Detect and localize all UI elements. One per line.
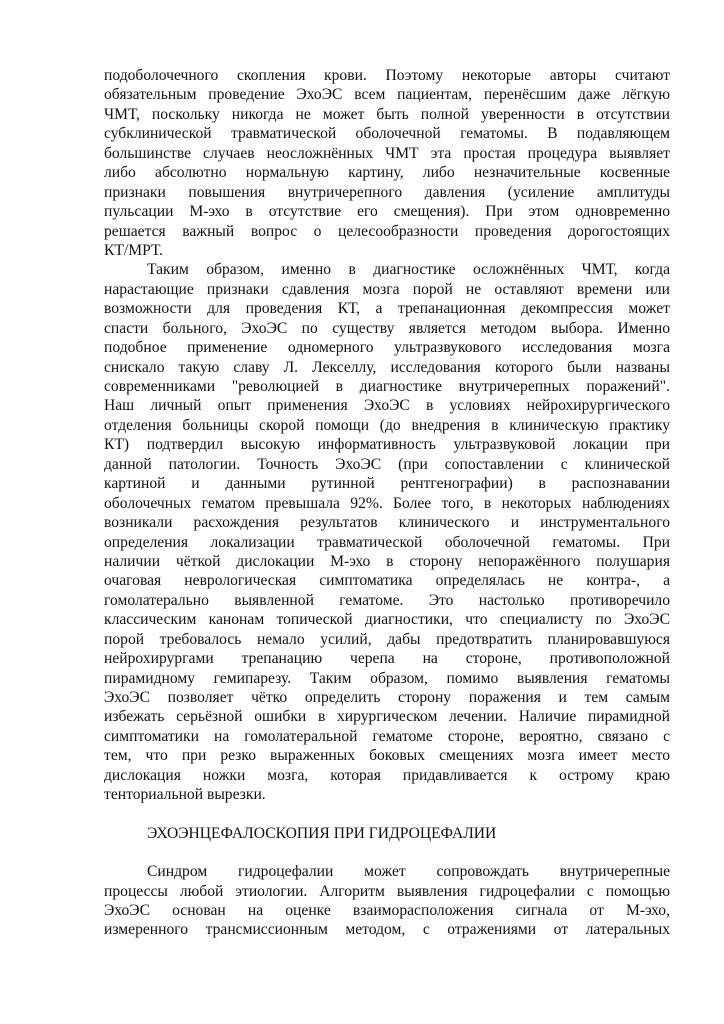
text-line: дислокация ножки мозга, которая придавливается к острому краю [104, 766, 670, 784]
text-line: Таким образом, именно в диагностике осложнённых ЧМТ, когда [147, 261, 670, 279]
text-line: возникали расхождения результатов клинического и инструментального [104, 514, 670, 532]
paragraph-2 [104, 260, 670, 804]
text-line: пульсации М-эхо в отсутствие его смещения). При этом одновременно [104, 203, 670, 221]
text-line: симптоматики на гомолатеральной гематоме стороне, вероятно, связано с [104, 727, 670, 745]
paragraph-3 [104, 862, 670, 940]
text-line: процессы любой этиологии. Алгоритм выявления гидроцефалии с помощью [104, 882, 670, 900]
document-page [104, 66, 670, 940]
text-line: большинстве случаев неосложнённых ЧМТ эта простая процедура выявляет [104, 144, 670, 162]
text-line: избежать серьёзной ошибки в хирургическом лечении. Наличие пирамидной [104, 708, 670, 726]
text-line: нейрохирургами трепанацию черепа на стороне, противоположной [104, 650, 670, 668]
text-line: классическим канонам топической диагностики, что специалисту по ЭхоЭС [104, 611, 670, 629]
text-line: решается важный вопрос о целесообразности проведения дорогостоящих [104, 222, 670, 240]
text-line: спасти больного, ЭхоЭС по существу является методом выбора. Именно [104, 319, 670, 337]
text-line: тем, что при резко выраженных боковых смещениях мозга имеет место [104, 747, 670, 765]
text-line: ЧМТ, поскольку никогда не может быть полной уверенности в отсутствии [104, 105, 670, 123]
text-line: порой требовалось немало усилий, дабы предотвратить планировавшуюся [104, 630, 670, 648]
text-line: очаговая неврологическая симптоматика определялась не контра-, а [104, 572, 670, 590]
text-line: подоболочечного скопления крови. Поэтому некоторые авторы считают [104, 67, 670, 84]
text-line: субклинической травматической оболочечной гематомы. В подавляющем [104, 125, 670, 143]
text-line: Синдром гидроцефалии может сопровождать внутричерепные [147, 863, 670, 881]
text-line: Наш личный опыт применения ЭхоЭС в условиях нейрохирургического [104, 397, 670, 415]
text-line: обязательным проведение ЭхоЭС всем пациентам, перенёсшим даже лёгкую [104, 86, 670, 104]
section-heading: ЭХОЭНЦЕФАЛОСКОПИЯ ПРИ ГИДРОЦЕФАЛИИ [147, 824, 497, 842]
text-line: данной патологии. Точность ЭхоЭС (при сопоставлении с клинической [104, 455, 670, 473]
text-line: отделения больницы скорой помощи (до внедрения в клиническую практику [104, 416, 670, 434]
paragraph-1 [104, 66, 670, 260]
text-line: картиной и данными рутинной рентгенографии) в распознавании [104, 475, 670, 493]
text-line: тенториальной вырезки. [104, 786, 266, 804]
text-line: нарастающие признаки сдавления мозга порой не оставляют времени или [104, 280, 670, 298]
text-line: ЭхоЭС основан на оценке взаиморасположения сигнала от М-эхо, [104, 901, 670, 919]
text-line: КТ) подтвердил высокую информативность ультразвуковой локации при [104, 436, 670, 454]
text-line: КТ/МРТ. [104, 241, 163, 259]
text-line: пирамидному гемипарезу. Таким образом, помимо выявления гематомы [104, 669, 670, 687]
text-line: наличии чёткой дислокации М-эхо в сторону непоражённого полушария [104, 552, 670, 570]
text-line: определения локализации травматической оболочечной гематомы. При [104, 533, 670, 551]
text-line: ЭхоЭС позволяет чётко определить сторону поражения и тем самым [104, 689, 670, 706]
text-line: либо абсолютно нормальную картину, либо незначительные косвенные [104, 164, 670, 182]
text-line: измеренного трансмиссионным методом, с отражениями от латеральных [104, 921, 670, 939]
text-line: современниками "революцией в диагностике внутричерепных поражений". [104, 378, 670, 395]
text-line: признаки повышения внутричерепного давления (усиление амплитуды [104, 183, 670, 201]
text-line: подобное применение одномерного ультразвукового исследования мозга [104, 339, 670, 357]
text-line: гомолатерально выявленной гематоме. Это настолько противоречило [104, 591, 670, 609]
text-line: возможности для проведения КТ, а трепанационная декомпрессия может [104, 300, 670, 318]
text-line: оболочечных гематом превышала 92%. Более того, в некоторых наблюдениях [104, 494, 670, 512]
text-line: снискало такую славу Л. Лекселлу, исследования которого были названы [104, 358, 670, 376]
